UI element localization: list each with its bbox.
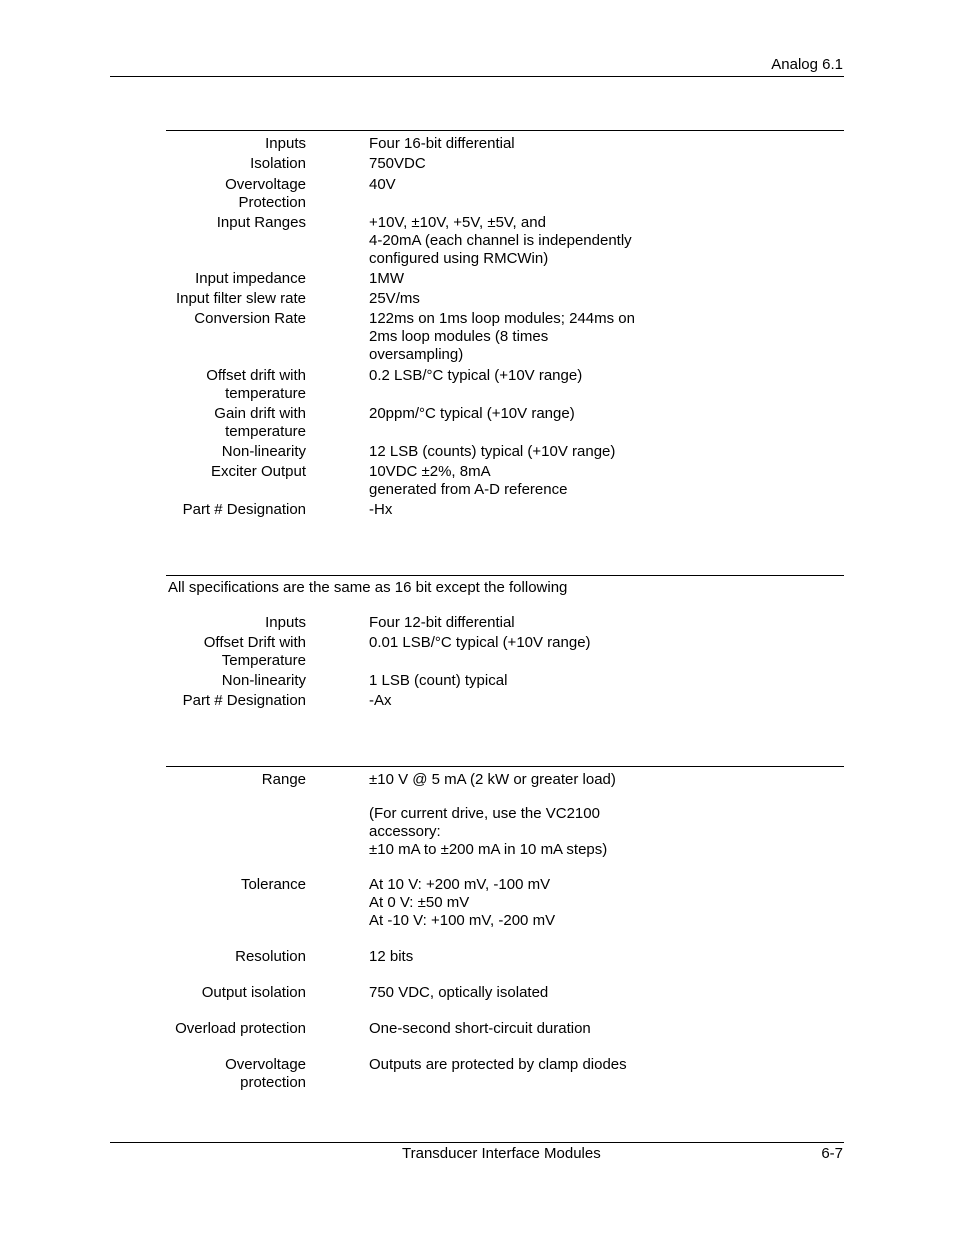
spec-label: Input Ranges — [216, 214, 306, 231]
spec-value: 0.2 LSB/°C typical (+10V range) — [369, 367, 583, 384]
spec-label: Non-linearity — [221, 443, 306, 460]
spec-value: 12 bits — [369, 948, 414, 965]
spec-value: 25V/ms — [369, 290, 420, 307]
spec-value: One-second short-circuit duration — [369, 1020, 591, 1037]
spec-label: Exciter Output — [210, 463, 306, 480]
spec-label: Resolution — [235, 948, 306, 965]
spec-value: 1 LSB (count) typical — [369, 672, 508, 689]
section-rule — [166, 575, 844, 576]
spec-label: Range — [261, 771, 306, 788]
page-number: 6-7 — [821, 1145, 843, 1162]
spec-label: Conversion Rate — [194, 310, 306, 327]
spec-label: Input filter slew rate — [175, 290, 306, 307]
spec-value: 122ms on 1ms loop modules; 244ms on 2ms loop modules (8 times oversampling) — [369, 310, 635, 363]
spec-value: 750 VDC, optically isolated — [369, 984, 549, 1001]
spec-label: Input impedance — [195, 270, 306, 287]
spec-label: Output isolation — [201, 984, 306, 1001]
section-rule — [166, 130, 844, 131]
spec-value: 40V — [369, 176, 396, 193]
spec-value: 0.01 LSB/°C typical (+10V range) — [369, 634, 591, 651]
spec-label: Overload protection — [175, 1020, 306, 1037]
spec-label: Offset Drift with Temperature — [203, 634, 306, 669]
spec-value: Outputs are protected by clamp diodes — [369, 1056, 627, 1073]
spec-value: 12 LSB (counts) typical (+10V range) — [369, 443, 616, 460]
running-header: Analog 6.1 — [771, 56, 843, 73]
spec-value: -Hx — [369, 501, 393, 518]
spec-value: 1MW — [369, 270, 404, 287]
footer-title: Transducer Interface Modules — [402, 1145, 601, 1162]
spec-value: 10VDC ±2%, 8mA generated from A-D reference — [369, 463, 568, 498]
spec-label: Inputs — [265, 614, 306, 631]
spec-value: +10V, ±10V, +5V, ±5V, and 4-20mA (each channel is independently configured using RMCWin) — [369, 214, 632, 267]
spec-label: Non-linearity — [221, 672, 306, 689]
header-rule — [110, 76, 844, 77]
spec-label: Overvoltage protection — [225, 1056, 306, 1091]
section-rule — [166, 766, 844, 767]
spec-label: Inputs — [265, 135, 306, 152]
spec-label: Part # Designation — [182, 692, 306, 709]
spec-label: Tolerance — [240, 876, 306, 893]
spec-label: Isolation — [250, 155, 306, 172]
spec-value: At 10 V: +200 mV, -100 mV At 0 V: ±50 mV At -10 V: +100 mV, -200 mV — [369, 876, 556, 929]
spec-value: -Ax — [369, 692, 392, 709]
spec-value: Four 12-bit differential — [369, 614, 515, 631]
spec-value: ±10 V @ 5 mA (2 kW or greater load) — [369, 771, 616, 788]
section-note: All specifications are the same as 16 bit except the following — [168, 579, 568, 596]
spec-value: (For current drive, use the VC2100 accessory: ±10 mA to ±200 mA in 10 mA steps) — [369, 805, 608, 858]
spec-value: 20ppm/°C typical (+10V range) — [369, 405, 575, 422]
spec-value: 750VDC — [369, 155, 426, 172]
spec-label: Offset drift with temperature — [206, 367, 306, 402]
spec-label: Part # Designation — [182, 501, 306, 518]
spec-label: Overvoltage Protection — [225, 176, 306, 211]
footer-rule — [110, 1142, 844, 1143]
spec-label: Gain drift with temperature — [214, 405, 306, 440]
spec-value: Four 16-bit differential — [369, 135, 515, 152]
